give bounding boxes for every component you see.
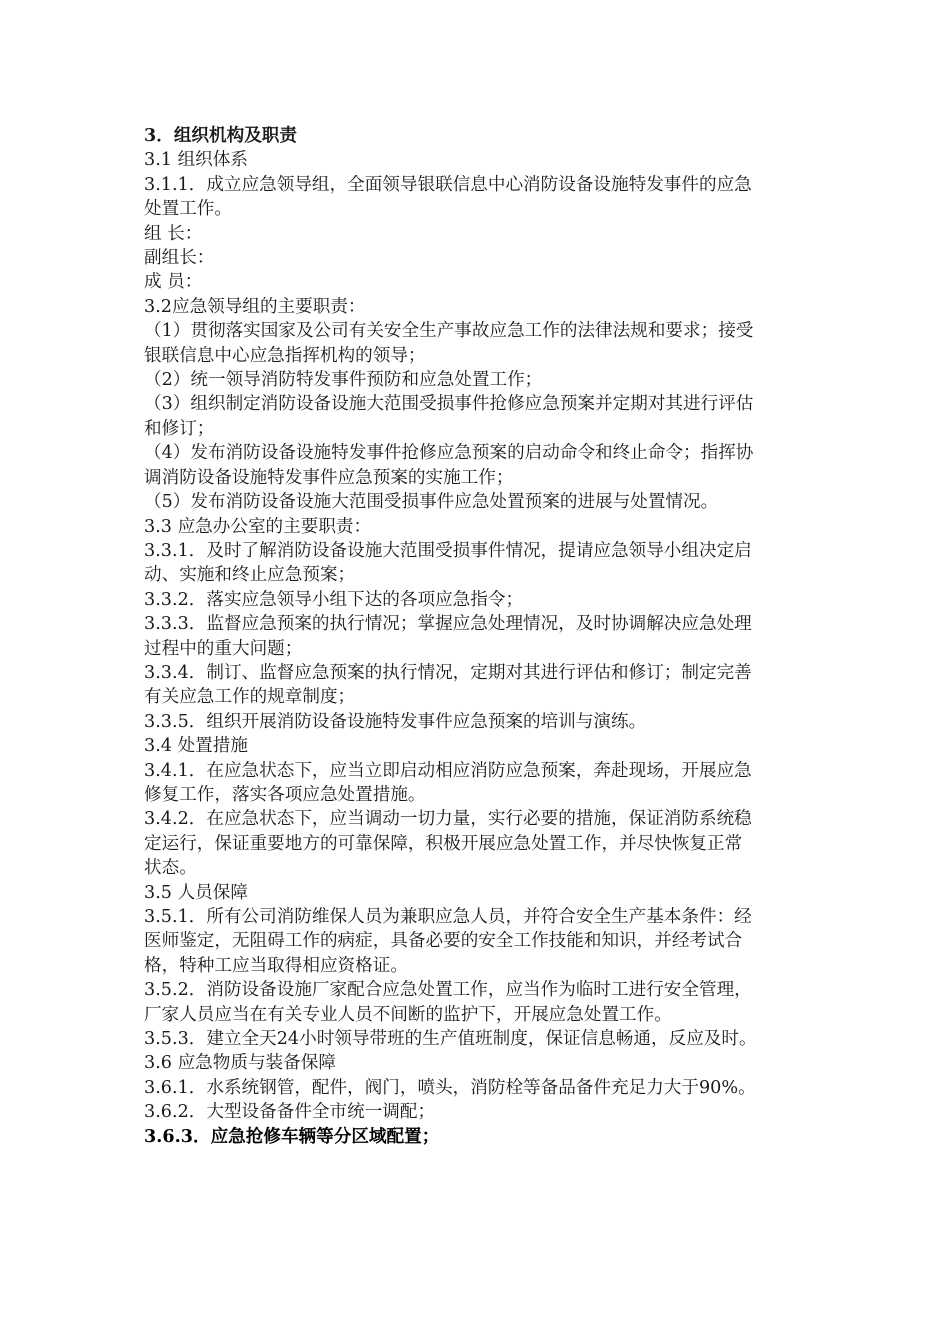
paragraph-line: 3.4.2．在应急状态下，应当调动一切力量，实行必要的措施，保证消防系统稳 [144,809,752,830]
paragraph-line: 3.5.1．所有公司消防维保人员为兼职应急人员，并符合安全生产基本条件：经 [144,907,752,927]
document-page [144,124,814,1149]
paragraph-line: （4）发布消防设备设施特发事件抢修应急预案的启动命令和终止命令；指挥协 [144,443,754,464]
subsection-heading: 3.4 处置措施 [144,736,248,757]
paragraph-line: （2）统一领导消防特发事件预防和应急处置工作； [144,370,543,391]
paragraph-line: （3）组织制定消防设备设施大范围受损事件抢修应急预案并定期对其进行评估 [144,394,754,415]
paragraph-line: 修复工作，落实各项应急处置措施。 [144,784,426,805]
paragraph-line: 动、实施和终止应急预案； [144,565,356,586]
role-leader: 组 长： [144,223,203,244]
paragraph-line: 医师鉴定，无阻碍工作的病症，具备必要的安全工作技能和知识，并经考试合 [144,931,743,952]
paragraph-line: 3.6.2．大型设备备件全市统一调配； [144,1102,436,1123]
paragraph-line: 3.6.1．水系统钢管，配件，阀门，喷头，消防栓等备品备件充足力大于90%。 [144,1077,756,1098]
section-heading: 3．组织机构及职责 [144,125,297,146]
paragraph-line: 3.5.3．建立全天24小时领导带班的生产值班制度，保证信息畅通，反应及时。 [144,1029,757,1050]
paragraph-line: 有关应急工作的规章制度； [144,687,356,708]
paragraph-line: 格，特种工应当取得相应资格证。 [144,955,408,976]
paragraph-line: 过程中的重大问题； [144,638,303,659]
subsection-heading: 3.5 人员保障 [144,882,248,903]
paragraph-line: 3.3.1．及时了解消防设备设施大范围受损事件情况，提请应急领导小组决定启 [144,540,752,561]
role-deputy-leader: 副组长： [144,248,215,269]
paragraph-line: 3.3.2．落实应急领导小组下达的各项应急指令； [144,589,524,610]
paragraph-line: 3.3.3．监督应急预案的执行情况；掌握应急处理情况，及时协调解决应急处理 [144,614,752,635]
subsection-heading: 3.2应急领导组的主要职责： [144,296,366,317]
paragraph-line: （5）发布消防设备设施大范围受损事件应急处置预案的进展与处置情况。 [144,492,719,513]
paragraph-line: 和修订； [144,418,215,439]
role-members: 成 员： [144,272,203,293]
paragraph-line: 定运行，保证重要地方的可靠保障，积极开展应急处置工作，并尽快恢复正常 [144,833,743,854]
paragraph-line: 厂家人员应当在有关专业人员不间断的监护下，开展应急处置工作。 [144,1004,672,1025]
subsection-heading: 3.6 应急物质与装备保障 [144,1053,336,1074]
paragraph-line: （1）贯彻落实国家及公司有关安全生产事故应急工作的法律法规和要求；接受 [144,321,754,342]
paragraph-line: 3.3.5．组织开展消防设备设施特发事件应急预案的培训与演练。 [144,711,647,732]
paragraph-line: 3.4.1．在应急状态下，应当立即启动相应消防应急预案，奔赴现场，开展应急 [144,760,752,781]
subsection-heading: 3.1 组织体系 [144,150,248,171]
paragraph-line: 处置工作。 [144,199,232,220]
paragraph-line: 状态。 [144,858,197,879]
paragraph-line: 3.3.4．制订、监督应急预案的执行情况，定期对其进行评估和修订；制定完善 [144,662,752,683]
paragraph-line: 3.6.3．应急抢修车辆等分区域配置； [144,1125,440,1147]
subsection-heading: 3.3 应急办公室的主要职责： [144,516,372,537]
paragraph-line: 银联信息中心应急指挥机构的领导； [144,345,426,366]
paragraph-line: 3.1.1．成立应急领导组，全面领导银联信息中心消防设备设施特发事件的应急 [144,174,752,195]
paragraph-line: 3.5.2．消防设备设施厂家配合应急处置工作，应当作为临时工进行安全管理， [144,980,752,1001]
paragraph-line: 调消防设备设施特发事件应急预案的实施工作； [144,467,514,488]
